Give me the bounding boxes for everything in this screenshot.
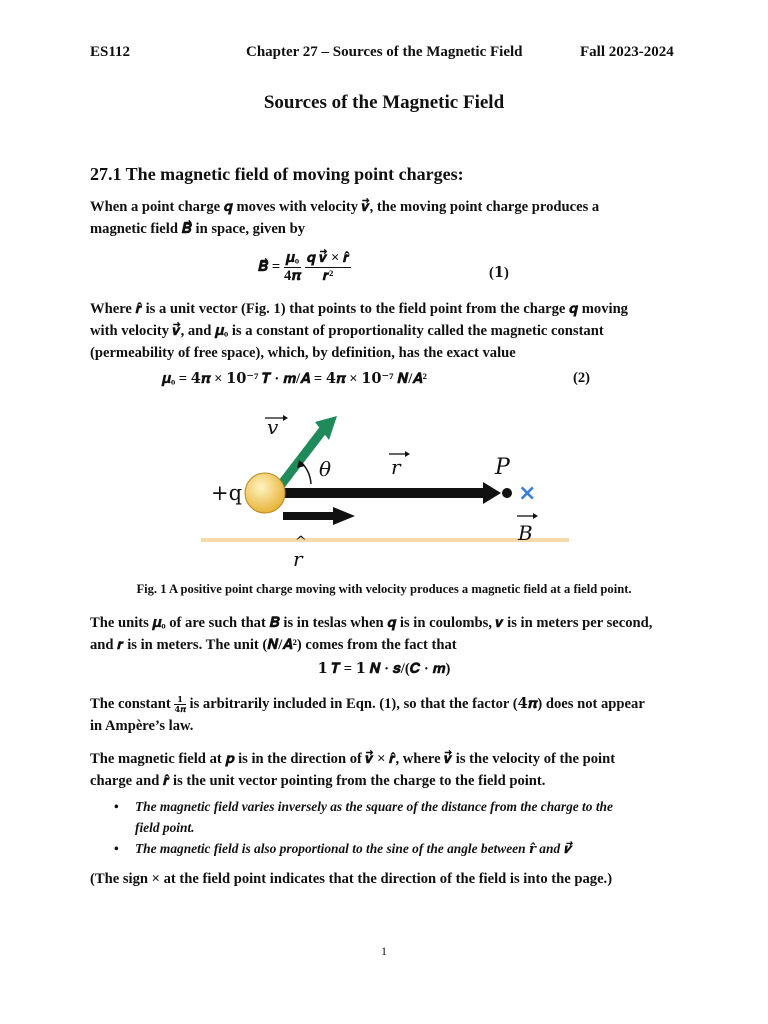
velocity-label-arrowhead (283, 415, 288, 421)
r-label-arrowhead (405, 451, 410, 457)
bullet-dot-icon: • (114, 841, 119, 856)
field-label-arrowhead (533, 513, 538, 519)
para5-line-1: The magnetic field at 𝒑 is in the direction of 𝒗⃗ × 𝒓̂, where 𝒗⃗ is the velocity of the point (90, 751, 616, 767)
eq2-number: (2) (573, 370, 591, 386)
floor-line (201, 538, 569, 542)
constant-fraction-den: 𝟒𝝅 (174, 704, 186, 715)
page-title: Sources of the Magnetic Field (263, 92, 505, 113)
eq1-fraction-left (284, 250, 301, 285)
bullet-item (90, 838, 690, 859)
bullet-item (90, 796, 690, 838)
eq1-den-left: 4𝝅 (284, 268, 301, 284)
rhat-label: r (293, 547, 303, 571)
figure-1 (195, 408, 575, 576)
eq1-fraction-right (305, 250, 352, 285)
eq1-den-right: 𝒓² (322, 268, 334, 284)
para4-prefix: The constant (90, 696, 171, 712)
figure-caption: Fig. 1 A positive point charge moving with velocity produces a magnetic field at a field point. (136, 582, 632, 596)
header-chapter: Chapter 27 – Sources of the Magnetic Field (246, 44, 523, 60)
eq1-lhs: 𝑩⃗ = (258, 259, 281, 275)
constant-fraction (174, 695, 186, 714)
intro-paragraph (90, 196, 686, 240)
equation-3: 𝟏 𝑻 = 𝟏 𝑵 · 𝒔/(𝑪 · 𝒎) (317, 661, 451, 677)
eq1-num-right: 𝒒 𝒗⃗ × 𝒓̂ (306, 250, 350, 266)
bullet-list (90, 796, 690, 859)
angle-label: θ (319, 457, 332, 481)
para4-line-1 (90, 693, 686, 715)
header-course: ES112 (90, 44, 131, 60)
r-vector-arrowhead (483, 482, 501, 504)
para5-line-2: charge and 𝒓̂ is the unit vector pointing from the charge to the field point. (90, 773, 546, 789)
equation-1 (258, 250, 351, 285)
field-into-page-icon: × (518, 481, 537, 506)
bullet-1-line-2: field point. (135, 820, 195, 835)
para4-suffix: is arbitrarily included in Eqn. (1), so that the factor (𝟒𝝅) does not appear (189, 696, 645, 712)
para2-line-2: with velocity 𝒗⃗, and 𝝁ₒ is a constant of proportionality called the magnetic constant (90, 323, 604, 339)
point-label: P (495, 455, 510, 480)
section-heading: 27.1 The magnetic field of moving point charges: (90, 164, 464, 184)
para3-line-2: and 𝒓 is in meters. The unit (𝑵/𝑨²) comes from the fact that (90, 637, 457, 653)
closing-note: (The sign × at the field point indicates that the direction of the field is into the page.) (90, 871, 613, 887)
constant-fraction-num: 𝟏 (174, 695, 186, 705)
para4-line-2: in Ampère’s law. (90, 718, 194, 734)
field-point-dot (502, 488, 512, 498)
paragraph-4 (90, 693, 686, 737)
para3-line-1: The units 𝝁ₒ of are such that 𝑩 is in teslas when 𝒒 is in coulombs, 𝒗 is in meters per second, (90, 615, 653, 631)
para2-line-3: (permeability of free space), which, by definition, has the exact value (90, 345, 516, 361)
paragraph-2 (90, 298, 686, 364)
eq1-number: (𝟏) (489, 265, 509, 281)
velocity-vector (277, 430, 323, 490)
charge-label: +q (211, 481, 243, 505)
intro-line-1: When a point charge 𝒒 moves with velocity 𝒗⃗, the moving point charge produces a (90, 199, 600, 215)
paragraph-3 (90, 612, 686, 656)
bullet-dot-icon: • (114, 799, 119, 814)
velocity-label: v (267, 415, 279, 439)
paragraph-5 (90, 748, 686, 792)
bullet-1-line-1: The magnetic field varies inversely as the square of the distance from the charge to the (135, 799, 613, 814)
equation-2: 𝝁ₒ = 𝟒𝝅 × 𝟏𝟎⁻⁷ 𝑻 · 𝒎/𝑨 = 𝟒𝝅 × 𝟏𝟎⁻⁷ 𝑵/𝑨² (162, 371, 427, 387)
page-number: 1 (381, 944, 387, 958)
header-term: Fall 2023-2024 (580, 44, 674, 60)
field-label: B (518, 521, 533, 545)
para2-line-1: Where 𝒓̂ is a unit vector (Fig. 1) that points to the field point from the charge 𝒒 moving (90, 301, 628, 317)
rhat-arrowhead (333, 507, 355, 525)
eq1-num-left: 𝝁ₒ (285, 250, 300, 266)
r-label: r (391, 455, 401, 479)
bullet-2-line-1: The magnetic field is also proportional to the sine of the angle between 𝒓̂ and 𝒗⃗ (135, 841, 571, 856)
intro-line-2: magnetic field 𝑩⃗ in space, given by (90, 221, 305, 237)
rhat-hat: ^ (295, 534, 307, 550)
point-charge (245, 473, 285, 513)
